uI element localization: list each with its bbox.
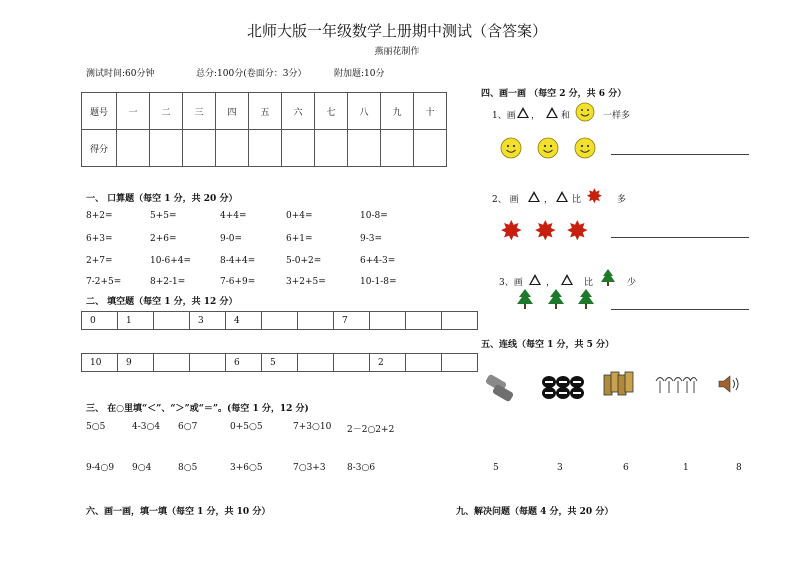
q1-and: 和 [561,111,571,121]
score-entry[interactable] [216,130,249,167]
section1-heading: 一、 口算题（每空 1 分，共 20 分） [86,194,238,204]
score-entry[interactable] [414,130,447,167]
q2-than: 比 [572,195,582,205]
comparison-problem[interactable]: 6○7 [178,422,198,432]
comparison-problem[interactable]: 0+5○5 [230,422,263,432]
page-title: 北师大版一年级数学上册期中测试（含答案） [246,22,547,40]
section3-heading: 三、 在○里填“＜”、“＞”或“＝”。(每空 1 分，12 分) [86,404,309,414]
arithmetic-problem: 0+4= [286,211,313,221]
score-entry[interactable] [348,130,381,167]
arithmetic-problem: 8+2-1= [150,277,186,287]
score-cell: 五 [249,93,282,130]
number-cell: 2 [370,354,406,372]
q2-prefix: 2、 画 [492,195,519,205]
smiley-icon [500,137,522,159]
score-cell: 四 [216,93,249,130]
blocks-picture [602,369,636,401]
q1-prefix: 1、画 [492,111,516,121]
score-cell: 七 [315,93,348,130]
red-star-icon: ✸ [566,216,589,247]
q1-comma: ， [531,111,541,121]
comparison-problem[interactable]: 2－2○2+2 [347,425,395,435]
arithmetic-problem: 7-6+9= [220,277,256,287]
arithmetic-problem: 2+6= [150,234,177,244]
arithmetic-problem: 6+1= [286,234,313,244]
bonus-score: 附加题:10分 [334,69,385,79]
section9-heading: 九、解决问题（每题 4 分，共 20 分） [456,507,614,517]
arithmetic-problem: 5-0+2= [286,256,322,266]
arithmetic-problem: 2+7= [86,256,113,266]
comparison-problem[interactable]: 4-3○4 [132,422,161,432]
score-table-score-row [82,130,447,167]
blank-cell[interactable] [298,354,334,372]
tree-icon [514,288,536,312]
blank-cell[interactable] [298,312,334,330]
answer-line[interactable] [611,237,749,238]
red-star-icon: ✸ [534,216,557,247]
score-cell: 二 [150,93,183,130]
smiley-icon [537,137,559,159]
triangle-icon [528,191,540,202]
score-cell: 九 [381,93,414,130]
arithmetic-problem: 9-3= [360,234,383,244]
match-number: 3 [557,463,563,473]
match-number: 1 [683,463,689,473]
number-sequence-1 [81,311,478,330]
comparison-problem[interactable]: 8○5 [178,463,198,473]
score-cell: 一 [117,93,150,130]
number-cell: 10 [82,354,118,372]
answer-line[interactable] [611,154,749,155]
blank-cell[interactable] [370,312,406,330]
red-star-icon: ✸ [586,184,603,208]
number-cell: 4 [226,312,262,330]
two-blocks-picture [483,374,517,404]
speaker-icon [716,372,742,396]
triangle-icon [561,274,573,285]
score-cell: 六 [282,93,315,130]
score-entry[interactable] [150,130,183,167]
arithmetic-problem: 3+2+5= [286,277,326,287]
q3-prefix: 3、画 [499,278,523,288]
blank-cell[interactable] [406,354,442,372]
q1-suffix: 一样多 [603,111,631,121]
triangle-icon [546,107,558,118]
triangle-icon [517,107,529,118]
total-score: 总分:100分(卷面分：3分） [196,69,307,79]
triangle-icon [529,274,541,285]
blank-cell[interactable] [154,354,190,372]
section2-heading: 二、 填空题（每空 1 分，共 12 分） [86,297,238,307]
score-table-header-row [82,93,447,130]
number-cell: 9 [118,354,154,372]
q3-suffix: 少 [627,278,637,288]
tree-icon [545,288,567,312]
arithmetic-problem: 6+3= [86,234,113,244]
number-cell: 5 [262,354,298,372]
number-cell: 0 [82,312,118,330]
score-entry[interactable] [315,130,348,167]
comparison-problem[interactable]: 7+3○10 [293,422,332,432]
arithmetic-problem: 8-4+4= [220,256,256,266]
q2-comma: ， [544,195,554,205]
arithmetic-problem: 7-2+5= [86,277,122,287]
comparison-problem[interactable]: 7○3+3 [293,463,326,473]
comparison-problem[interactable]: 9-4○9 [86,463,115,473]
smiley-icon [575,102,595,122]
score-entry[interactable] [381,130,414,167]
arithmetic-problem: 10-6+4= [150,256,192,266]
comparison-problem[interactable]: 9○4 [132,463,152,473]
number-cell: 7 [334,312,370,330]
q3-comma: ， [546,278,556,288]
arithmetic-problem: 9-0= [220,234,243,244]
black-figures-picture [540,374,586,400]
arithmetic-problem: 6+4-3= [360,256,396,266]
section4-heading: 四、画一画 （每空 2 分，共 6 分） [481,89,627,99]
blank-cell[interactable] [406,312,442,330]
triangle-icon [556,191,568,202]
score-entry[interactable] [117,130,150,167]
blank-cell[interactable] [442,354,478,372]
score-cell: 八 [348,93,381,130]
score-entry[interactable] [183,130,216,167]
score-table [81,92,447,167]
arithmetic-problem: 8+2= [86,211,113,221]
score-entry[interactable] [249,130,282,167]
blank-cell[interactable] [442,312,478,330]
match-number: 5 [493,463,499,473]
arithmetic-problem: 10-8= [360,211,388,221]
match-number: 6 [623,463,629,473]
arithmetic-problem: 10-1-8= [360,277,397,287]
tree-icon [599,268,617,288]
number-cell: 6 [226,354,262,372]
match-number: 8 [736,463,742,473]
arithmetic-problem: 5+5= [150,211,177,221]
blank-cell[interactable] [154,312,190,330]
number-sequence-2 [81,353,478,372]
blank-cell[interactable] [262,312,298,330]
comparison-problem[interactable]: 5○5 [86,422,106,432]
blank-cell[interactable] [190,354,226,372]
comparison-problem[interactable]: 8-3○6 [347,463,376,473]
answer-line[interactable] [611,309,749,310]
arithmetic-problem: 4+4= [220,211,247,221]
q2-suffix: 多 [617,195,627,205]
score-entry[interactable] [282,130,315,167]
score-cell: 得分 [82,130,117,167]
blank-cell[interactable] [334,354,370,372]
number-cell: 1 [118,312,154,330]
tree-icon [575,288,597,312]
smiley-icon [574,137,596,159]
score-cell: 题号 [82,93,117,130]
test-time: 测试时间:60分钟 [86,69,155,79]
umbrellas-picture [654,371,698,399]
number-cell: 3 [190,312,226,330]
red-star-icon: ✸ [500,216,523,247]
q3-than: 比 [584,278,594,288]
author-line: 燕丽花制作 [374,47,420,57]
section6-heading: 六、画一画，填一填（每空 1 分，共 10 分） [86,507,271,517]
comparison-problem[interactable]: 3+6○5 [230,463,263,473]
section5-heading: 五、连线（每空 1 分，共 5 分） [481,340,615,350]
score-cell: 三 [183,93,216,130]
score-cell: 十 [414,93,447,130]
